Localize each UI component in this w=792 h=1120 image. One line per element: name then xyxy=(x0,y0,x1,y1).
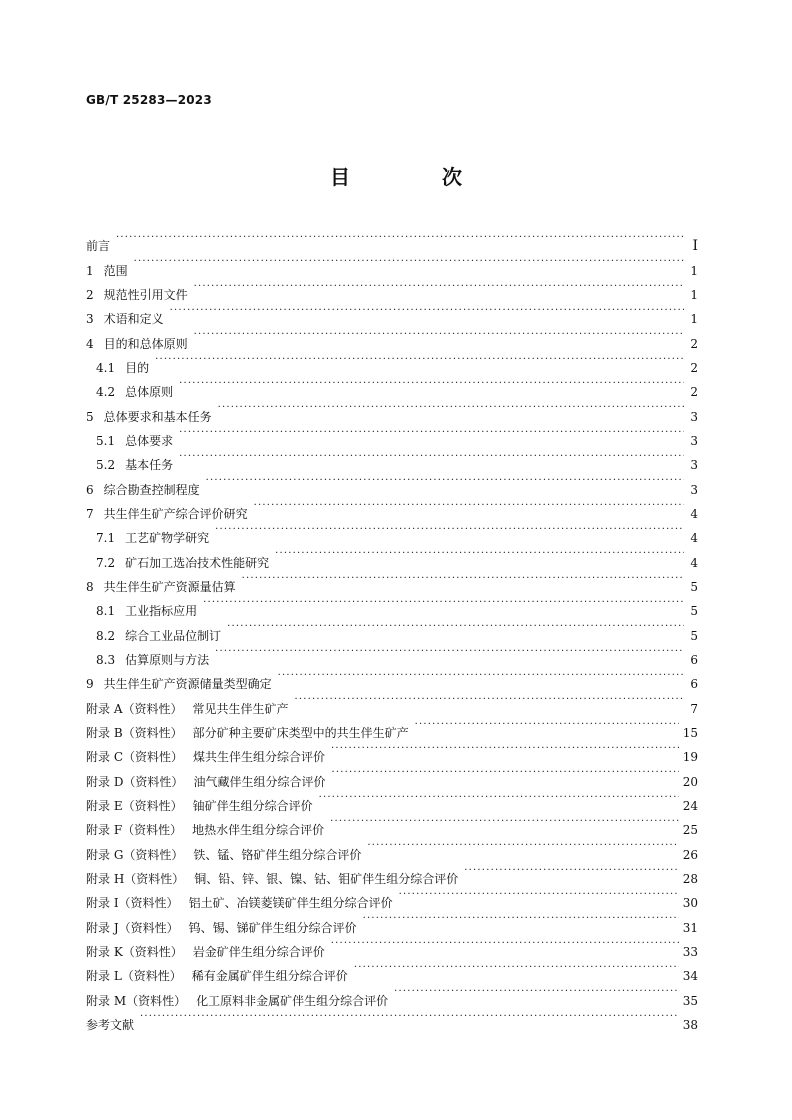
toc-leader-dots xyxy=(415,713,679,737)
toc-entry-text: 共生伴生矿产综合评价研究 xyxy=(103,506,248,521)
toc-entry-number: 附录 D（资料性） xyxy=(86,774,184,789)
toc-entry-number: 附录 F（资料性） xyxy=(86,823,183,838)
toc-leader-dots xyxy=(116,226,684,250)
toc-entry-text: 前言 xyxy=(86,239,111,254)
toc-leader-dots xyxy=(134,250,684,274)
toc-entry-number: 7.1 xyxy=(96,531,116,546)
toc-entry-text: 范围 xyxy=(103,263,128,278)
toc-entry-page: 33 xyxy=(682,944,698,959)
toc-entry-number: 附录 B（资料性） xyxy=(86,725,183,740)
toc-entry-label xyxy=(96,429,173,453)
toc-leader-dots xyxy=(179,421,684,445)
toc-entry-number: 4.2 xyxy=(96,385,116,400)
toc-leader-dots xyxy=(394,980,679,1004)
toc-entry-label xyxy=(96,624,221,648)
toc-leader-dots xyxy=(242,567,684,591)
toc-entry-number: 8.1 xyxy=(96,604,116,619)
toc-entry-label xyxy=(86,697,289,721)
toc-entry-number: 7.2 xyxy=(96,555,116,570)
toc-entry-text: 矿石加工选冶技术性能研究 xyxy=(125,555,270,570)
toc-leader-dots xyxy=(254,494,684,518)
toc-entry-page: 30 xyxy=(682,896,698,911)
toc-entry-page: 4 xyxy=(690,555,698,570)
toc-entry-label xyxy=(86,259,128,283)
toc-entry-page: 3 xyxy=(690,458,698,473)
toc-entry-page: 5 xyxy=(690,604,698,619)
toc-leader-dots xyxy=(331,932,679,956)
toc-leader-dots xyxy=(363,907,679,931)
toc-entry-page: 26 xyxy=(682,847,698,862)
toc-entry-label xyxy=(86,745,325,769)
toc-leader-dots xyxy=(278,664,684,688)
toc-entry-page: 2 xyxy=(690,336,698,351)
toc-entry-page: 5 xyxy=(690,579,698,594)
toc-entry-page: 34 xyxy=(682,969,698,984)
toc-entry-page: 3 xyxy=(690,433,698,448)
toc-entry-page: 25 xyxy=(682,823,698,838)
toc-entry-page: 6 xyxy=(690,652,698,667)
toc-leader-dots xyxy=(206,469,684,493)
toc-entry-text: 工艺矿物学研究 xyxy=(125,531,210,546)
toc-entry-text: 部分矿种主要矿床类型中的共生伴生矿产 xyxy=(192,725,409,740)
toc-entry-page: 15 xyxy=(682,725,698,740)
toc-leader-dots xyxy=(367,834,678,858)
toc-entry-label xyxy=(86,234,110,258)
toc-entry-number: 5.2 xyxy=(96,458,116,473)
toc-entry-label xyxy=(86,794,313,818)
toc-entry[interactable] xyxy=(86,348,698,375)
toc-entry-page: 1 xyxy=(690,263,698,278)
toc-entry-page: 4 xyxy=(690,531,698,546)
toc-entry-text: 综合勘查控制程度 xyxy=(103,482,200,497)
toc-entry-text: 共生伴生矿产资源储量类型确定 xyxy=(103,677,272,692)
toc-entry-page: 20 xyxy=(682,774,698,789)
toc-entry-text: 综合工业品位制订 xyxy=(125,628,222,643)
toc-entry-page: 3 xyxy=(690,482,698,497)
toc-entry-text: 化工原料非金属矿伴生组分综合评价 xyxy=(196,993,389,1008)
toc-entry-text: 总体原则 xyxy=(125,385,174,400)
toc-leader-dots xyxy=(331,761,678,785)
toc-entry[interactable] xyxy=(86,396,698,424)
toc-leader-dots xyxy=(331,737,679,761)
toc-entry-page: 1 xyxy=(690,287,698,302)
toc-leader-dots xyxy=(215,640,684,664)
toc-entry-number: 8.2 xyxy=(96,628,116,643)
toc-entry-number: 6 xyxy=(86,482,94,497)
toc-entry-page: 6 xyxy=(690,677,698,692)
toc-entry-number: 附录 E（资料性） xyxy=(86,798,183,813)
toc-entry-page: 24 xyxy=(682,798,698,813)
toc-entry-label xyxy=(86,1013,134,1037)
toc-entry-text: 油气藏伴生组分综合评价 xyxy=(193,774,326,789)
toc-entry-number: 8.3 xyxy=(96,652,116,667)
toc-entry-number: 9 xyxy=(86,677,94,692)
toc-entry-label xyxy=(86,916,357,940)
toc-entry-text: 钨、锡、锑矿伴生组分综合评价 xyxy=(188,920,357,935)
toc-entry-label xyxy=(96,453,173,477)
toc-leader-dots xyxy=(319,786,679,810)
toc-entry-page: 2 xyxy=(690,360,698,375)
toc-entry-text: 基本任务 xyxy=(125,458,174,473)
toc-entry-label xyxy=(86,964,348,988)
toc-entry-label xyxy=(86,891,393,915)
toc-entry-number: 2 xyxy=(86,287,94,302)
toc-entry-label xyxy=(86,770,325,794)
toc-entry-label xyxy=(86,672,272,696)
toc-leader-dots xyxy=(215,518,684,542)
toc-entry-number: 1 xyxy=(86,263,94,278)
toc-entry-number: 附录 A（资料性） xyxy=(86,701,183,716)
toc-leader-dots xyxy=(330,810,679,834)
toc-entry-text: 岩金矿伴生组分综合评价 xyxy=(192,944,325,959)
table-of-contents xyxy=(86,226,698,1032)
toc-entry-text: 稀有金属矿伴生组分综合评价 xyxy=(191,969,348,984)
toc-entry-number: 3 xyxy=(86,312,94,327)
toc-entry[interactable] xyxy=(86,323,698,351)
toc-entry-text: 总体要求 xyxy=(125,433,174,448)
toc-entry-text: 煤共生伴生组分综合评价 xyxy=(193,750,326,765)
toc-entry[interactable] xyxy=(86,275,698,302)
page-title: 目 次 xyxy=(330,165,498,189)
toc-entry-text: 参考文献 xyxy=(86,1017,135,1032)
toc-entry-number: 附录 M（资料性） xyxy=(86,993,187,1008)
toc-entry-number: 附录 G（资料性） xyxy=(86,847,184,862)
toc-entry-text: 常见共生伴生矿产 xyxy=(192,701,289,716)
toc-entry-page: 1 xyxy=(690,312,698,327)
toc-entry-page: 19 xyxy=(682,750,698,765)
toc-entry-number: 5.1 xyxy=(96,433,116,448)
toc-leader-dots xyxy=(295,688,685,712)
toc-entry-number: 5 xyxy=(86,409,94,424)
standard-code: GB/T 25283—2023 xyxy=(86,93,212,107)
toc-entry-label xyxy=(86,843,361,867)
toc-entry-label xyxy=(96,648,209,672)
toc-entry-text: 估算原则与方法 xyxy=(125,652,210,667)
toc-leader-dots xyxy=(155,348,684,372)
toc-entry-page: 7 xyxy=(690,701,698,716)
toc-entry[interactable] xyxy=(86,372,698,400)
toc-entry-number: 附录 I（资料性） xyxy=(86,896,179,911)
toc-entry-number: 附录 H（资料性） xyxy=(86,871,185,886)
toc-entry-label xyxy=(96,380,173,404)
toc-leader-dots xyxy=(179,372,684,396)
toc-entry-text: 术语和定义 xyxy=(103,312,164,327)
toc-entry-text: 总体要求和基本任务 xyxy=(103,409,212,424)
toc-entry[interactable] xyxy=(86,469,698,497)
toc-entry-number: 附录 L（资料性） xyxy=(86,969,182,984)
toc-entry[interactable] xyxy=(86,445,698,473)
toc-entry-page: 28 xyxy=(682,871,698,886)
toc-entry-text: 目的 xyxy=(125,360,150,375)
toc-entry-text: 工业指标应用 xyxy=(125,604,198,619)
toc-entry-text: 铝土矿、冶镁菱镁矿伴生组分综合评价 xyxy=(188,896,393,911)
toc-entry-label xyxy=(86,307,164,331)
toc-entry[interactable] xyxy=(86,250,698,278)
toc-leader-dots xyxy=(203,591,684,615)
toc-entry-page: 2 xyxy=(690,385,698,400)
toc-entry-page: 35 xyxy=(682,993,698,1008)
toc-leader-dots xyxy=(179,445,684,469)
toc-entry-text: 共生伴生矿产资源量估算 xyxy=(103,579,236,594)
toc-entry[interactable] xyxy=(86,226,698,255)
toc-entry-number: 附录 K（资料性） xyxy=(86,944,183,959)
toc-entry-page: 38 xyxy=(682,1017,698,1032)
toc-entry-page: 4 xyxy=(690,506,698,521)
toc-entry[interactable] xyxy=(86,1005,698,1032)
toc-leader-dots xyxy=(140,1005,679,1029)
toc-leader-dots xyxy=(227,615,684,639)
toc-entry-label xyxy=(96,356,149,380)
toc-entry-label xyxy=(96,526,209,550)
toc-entry-page: 3 xyxy=(690,409,698,424)
toc-entry-label xyxy=(86,478,200,502)
toc-leader-dots xyxy=(218,396,684,420)
toc-entry-number: 7 xyxy=(86,506,94,521)
toc-entry-text: 规范性引用文件 xyxy=(103,287,188,302)
toc-entry-text: 铀矿伴生组分综合评价 xyxy=(192,798,313,813)
toc-leader-dots xyxy=(194,323,684,347)
toc-leader-dots xyxy=(399,883,679,907)
toc-entry-label xyxy=(96,599,197,623)
toc-entry-page: 31 xyxy=(682,920,698,935)
toc-leader-dots xyxy=(275,542,684,566)
toc-leader-dots xyxy=(354,956,679,980)
toc-entry-label xyxy=(86,818,324,842)
toc-entry-text: 目的和总体原则 xyxy=(103,336,188,351)
toc-leader-dots xyxy=(170,299,684,323)
toc-entry-page: 5 xyxy=(690,628,698,643)
toc-entry-text: 地热水伴生组分综合评价 xyxy=(192,823,325,838)
toc-entry-text: 铜、铅、锌、银、镍、钴、钼矿伴生组分综合评价 xyxy=(194,871,459,886)
toc-entry-page: Ⅰ xyxy=(692,238,698,255)
toc-entry-number: 附录 C（资料性） xyxy=(86,750,183,765)
toc-entry-number: 4.1 xyxy=(96,360,116,375)
toc-leader-dots xyxy=(194,275,684,299)
toc-entry-label xyxy=(86,940,325,964)
toc-entry-text: 铁、锰、铬矿伴生组分综合评价 xyxy=(193,847,362,862)
toc-leader-dots xyxy=(464,859,678,883)
toc-entry-number: 8 xyxy=(86,579,94,594)
toc-entry-number: 4 xyxy=(86,336,94,351)
toc-entry-number: 附录 J（资料性） xyxy=(86,920,179,935)
toc-entry[interactable] xyxy=(86,299,698,327)
